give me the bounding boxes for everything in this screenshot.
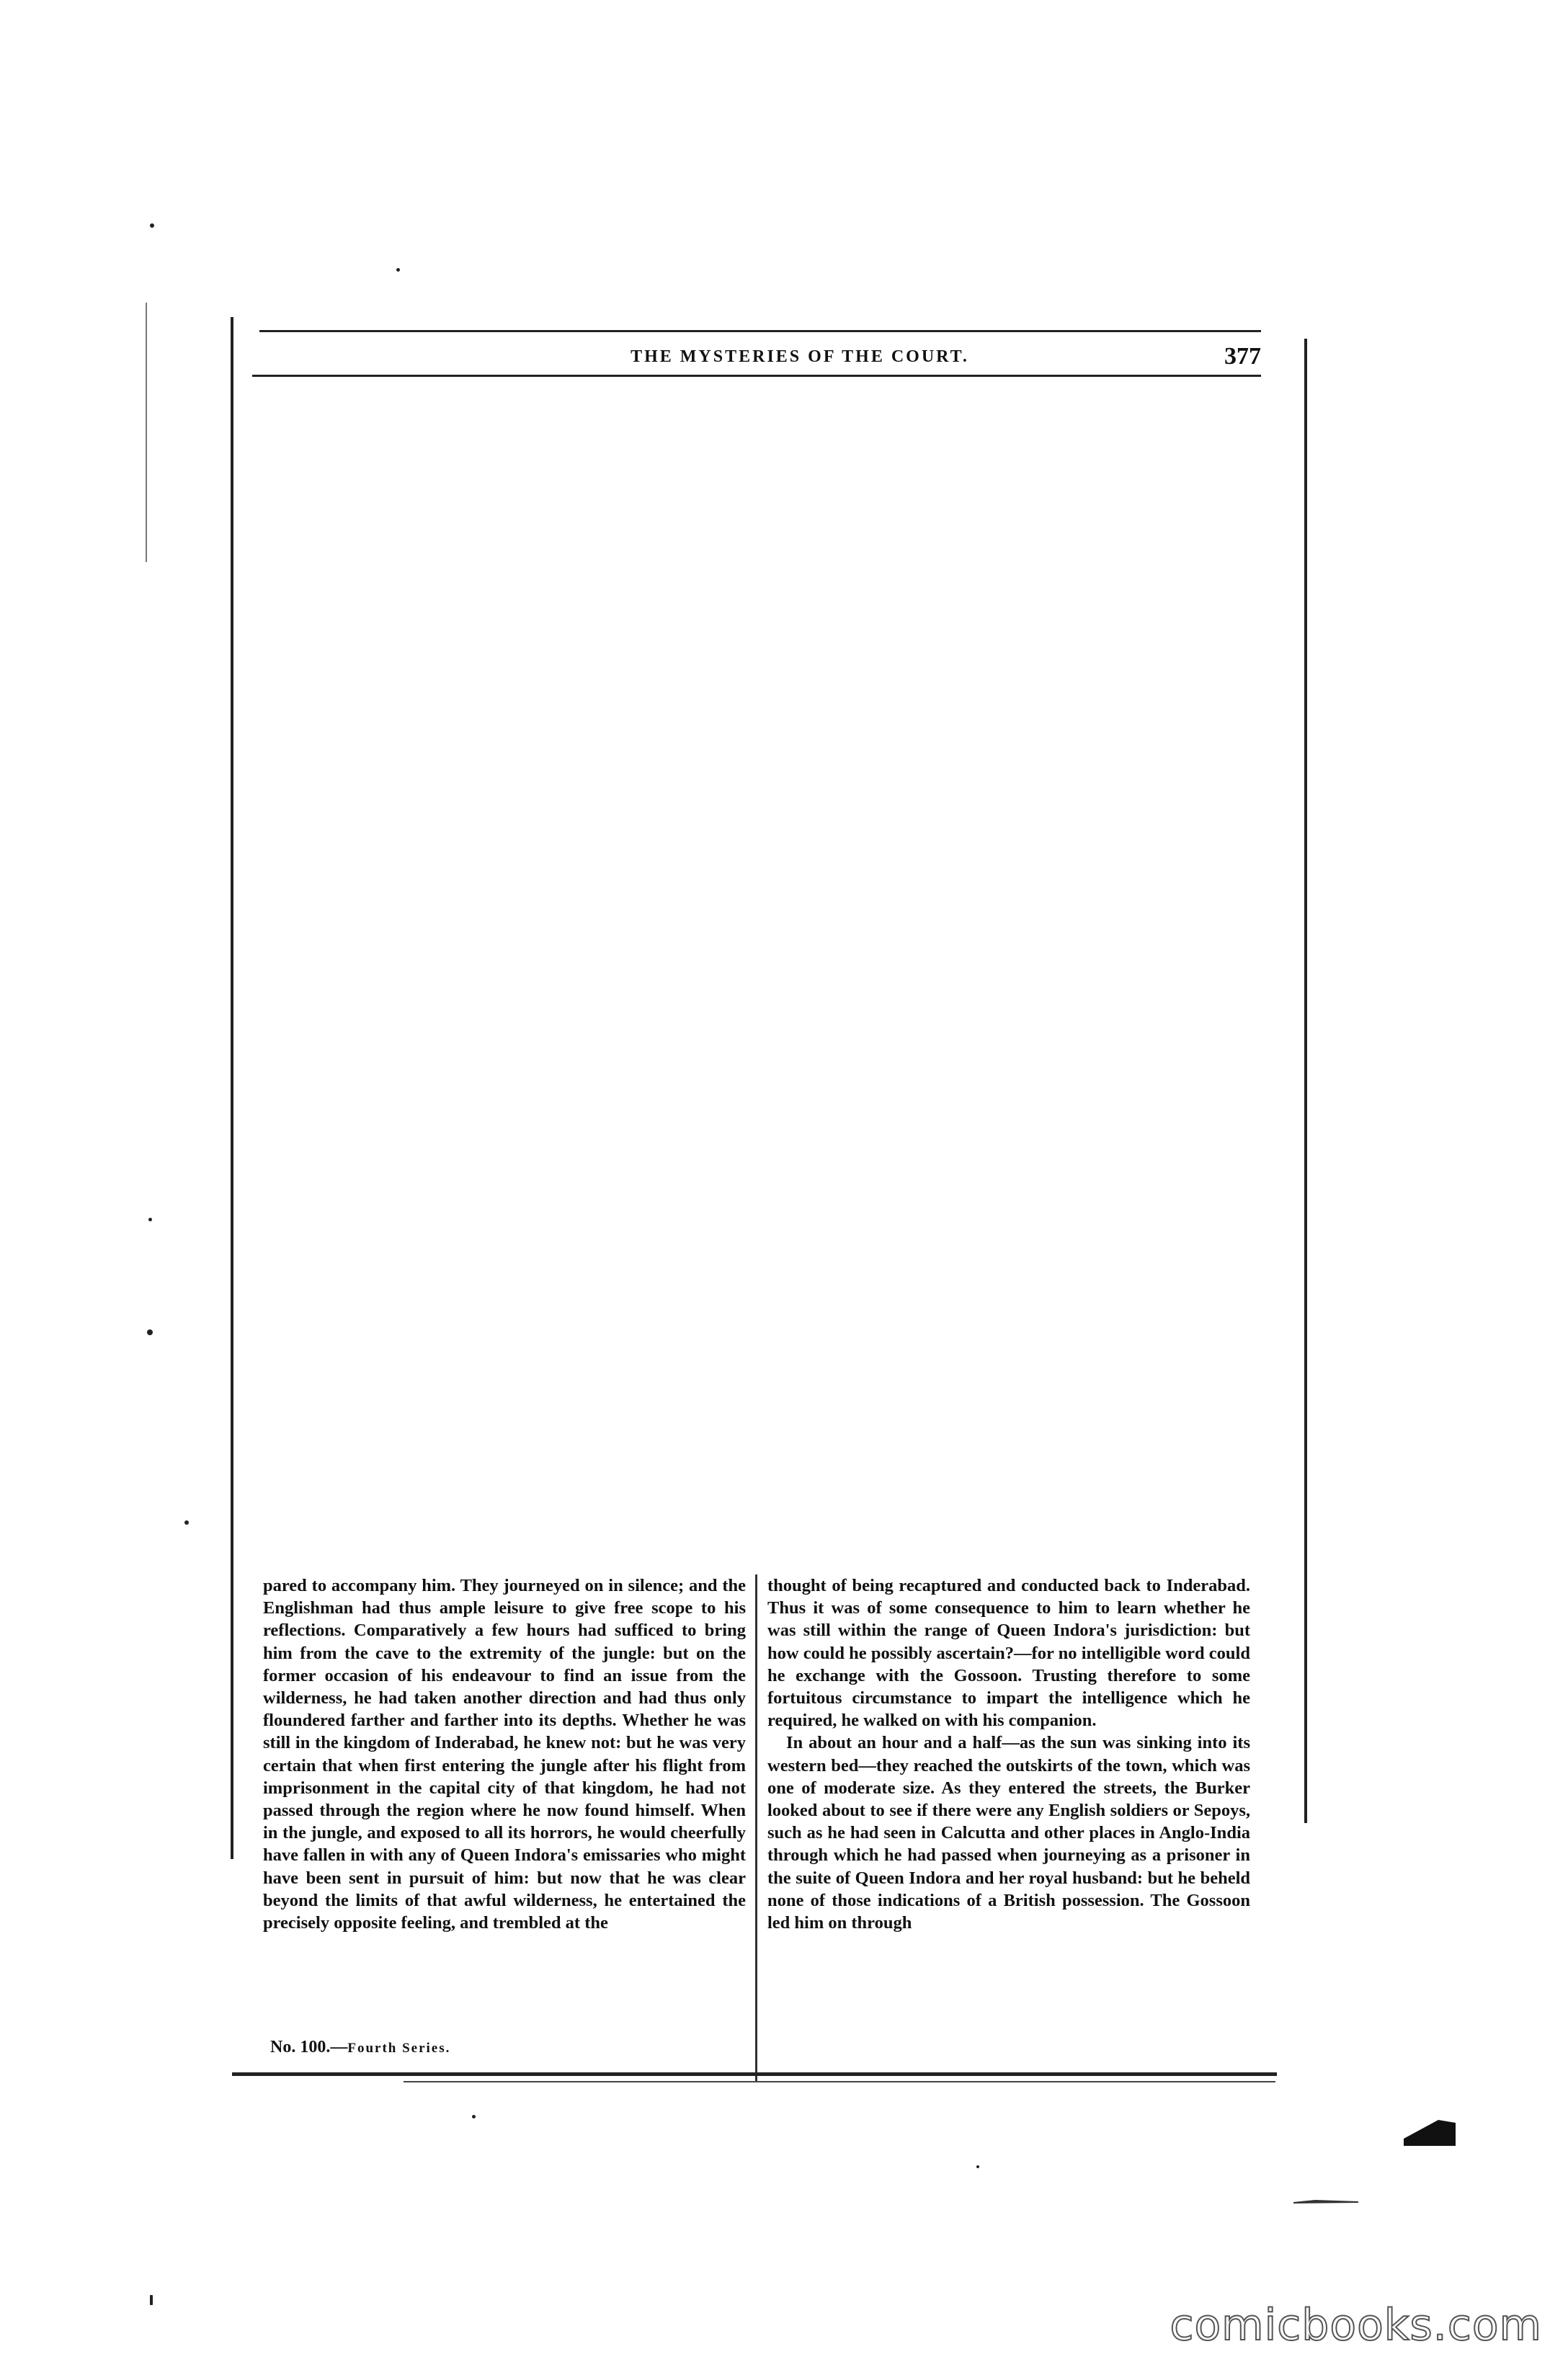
signature-line <box>270 2038 450 2057</box>
column-divider <box>755 1574 757 2082</box>
speck <box>976 2165 979 2168</box>
watermark: comicbooks.com <box>1170 2300 1542 2351</box>
right-column <box>767 1574 1250 1934</box>
text-columns <box>263 1574 1261 2036</box>
speck <box>150 2295 153 2305</box>
left-column <box>263 1574 746 1934</box>
header-rule-bottom <box>252 375 1261 377</box>
footer-rule-thin <box>404 2081 1275 2082</box>
speck <box>150 223 154 228</box>
right-column-paragraph-2: In about an hour and a half—as the sun was sinking into its western bed—they reached the outskirts of the town, which was one of moderate size. As they entered the streets, the Burker looked about to see if there were any English soldiers or Sepoys, such as he had seen in Calcutta and other places in Anglo-India through which he had passed when journeying as a prisoner in the suite of Queen Indora and her royal husband: but he beheld none of those indications of a British possession. The Gossoon led him on through <box>767 1733 1250 1933</box>
speck <box>148 1218 152 1221</box>
margin-line <box>146 303 147 562</box>
signature-series: Fourth Series. <box>347 2041 451 2056</box>
header-rule-top <box>259 330 1261 332</box>
speck <box>472 2115 476 2118</box>
signature-number: No. 100.— <box>270 2038 348 2057</box>
speck <box>396 268 400 272</box>
page-number: 377 <box>1224 343 1261 370</box>
left-column-paragraph: pared to accompany him. They journeyed on in silence; and the Englishman had thus ample leisure to give free scope to his reflections. Comparatively a few hours had sufficed to bring him from the cave to the extremity of the jungle: but on the former occasion of his endeavour to find an issue from the wilderness, he had taken another direction and had thus only floundered farther and farther into its depths. Whether he was still in the kingdom of Inderabad, he knew not: but he was very certain that when first entering the jungle after his flight from imprisonment in the capital city of that kingdom, he had not passed through the region where he now found himself. When in the jungle, and exposed to all its horrors, he would cheerfully have fallen in with any of Queen Indora's emissaries who might have been sent in pursuit of him: but now that he was clear beyond the limits of that awful wilderness, he entertained the precisely opposite feeling, and trembled at the <box>263 1576 746 1933</box>
right-column-paragraph-1: thought of being recaptured and conducted back to Inderabad. Thus it was of some consequence to him to learn whether he was still within the range of Queen Indora's jurisdiction: but how could he possibly ascertain?—for no intelligible word could he exchange with the Gossoon. Trusting therefore to some fortuitous circumstance to impart the intelligence which he required, he walked on with his companion. <box>767 1576 1250 1731</box>
running-title: THE MYSTERIES OF THE COURT. <box>631 347 969 366</box>
dash-mark <box>1293 2199 1358 2204</box>
speck <box>147 1329 153 1335</box>
footer-rule <box>232 2072 1277 2076</box>
page-tab-mark <box>1404 2120 1456 2146</box>
speck <box>184 1520 189 1525</box>
